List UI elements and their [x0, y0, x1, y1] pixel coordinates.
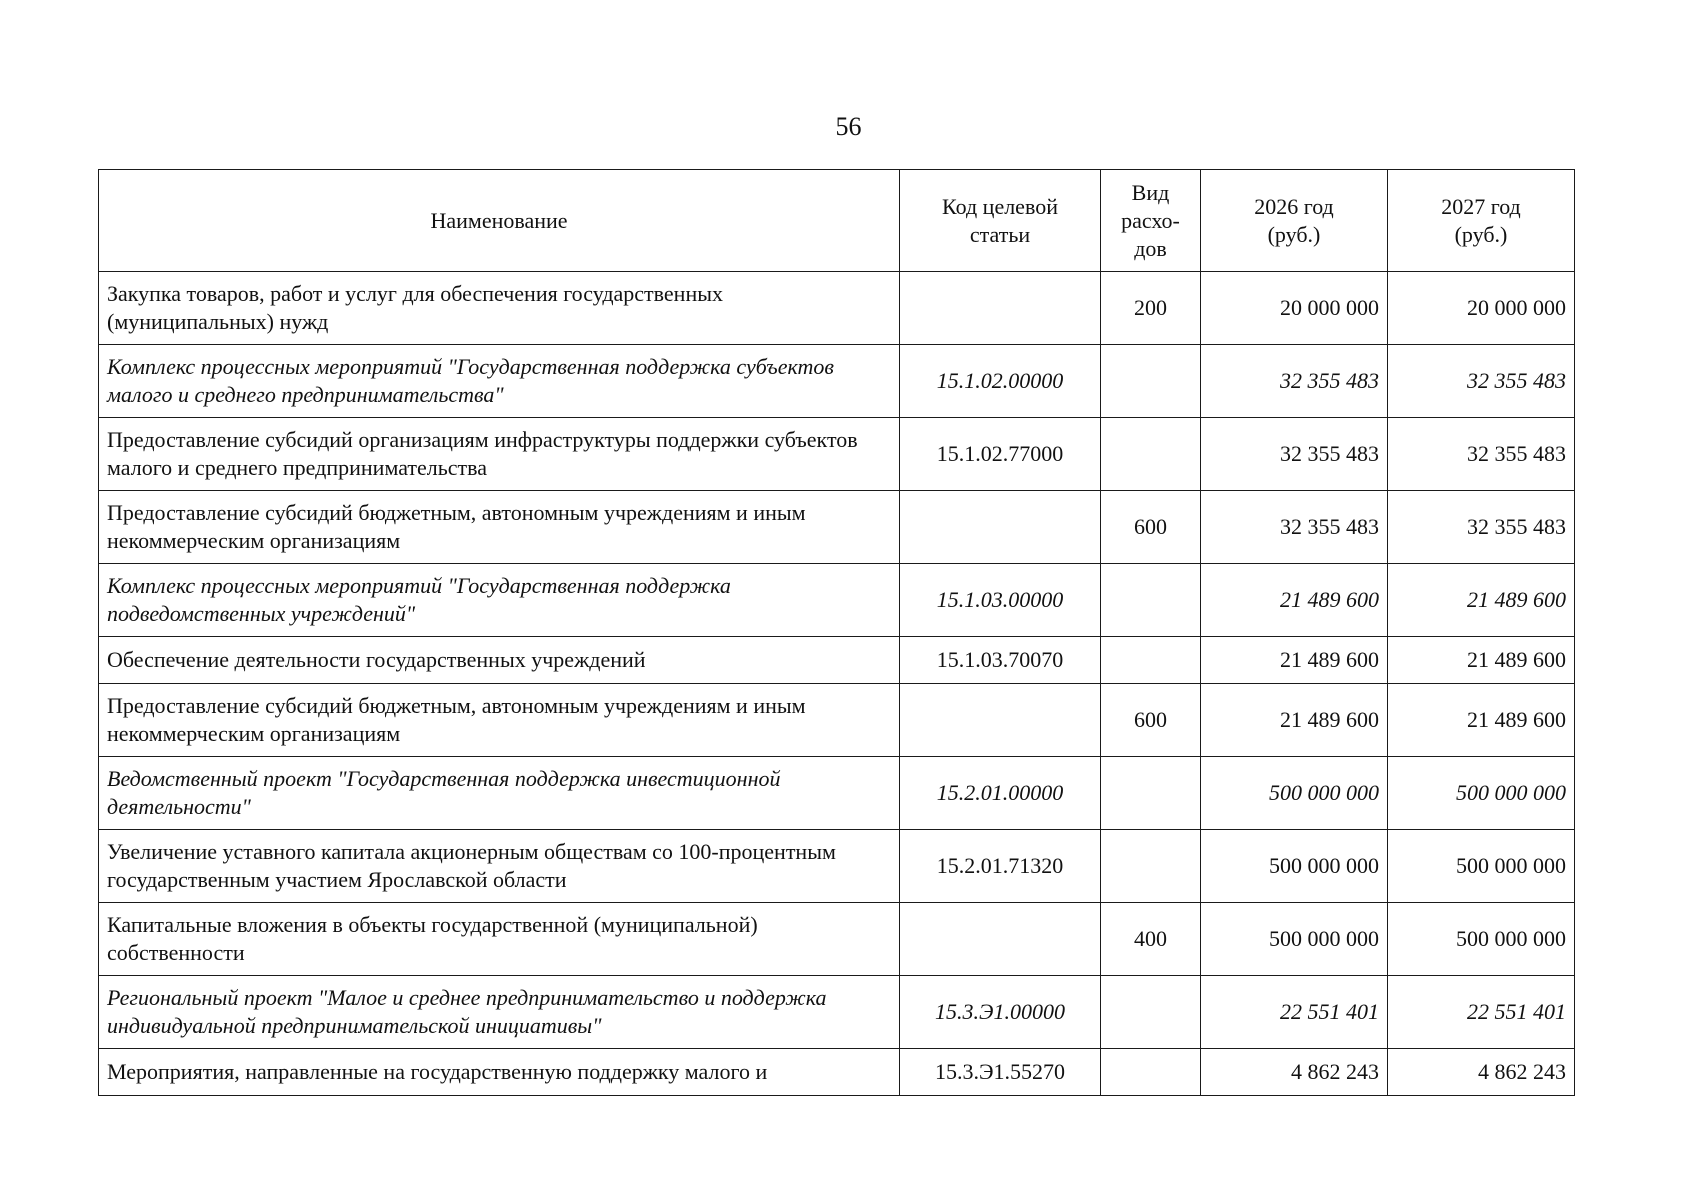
table-row: [99, 903, 1575, 976]
row-code-cell: [900, 272, 1101, 345]
row-code-cell: 15.3.Э1.55270: [900, 1049, 1101, 1096]
header-type: Вид расхо- дов: [1101, 170, 1201, 272]
row-2026-amount-cell: 21 489 600: [1201, 637, 1388, 684]
row-2026-amount-cell: 500 000 000: [1201, 903, 1388, 976]
table-row: [99, 564, 1575, 637]
row-name-cell: Комплекс процессных мероприятий "Государственная поддержка подведомственных учреждений": [99, 564, 900, 637]
row-expense-type-cell: [1101, 418, 1201, 491]
row-2027-amount-cell: 500 000 000: [1388, 903, 1575, 976]
row-expense-type-cell: [1101, 637, 1201, 684]
row-expense-type-cell: [1101, 345, 1201, 418]
row-code-cell: 15.3.Э1.00000: [900, 976, 1101, 1049]
row-code-cell: 15.1.02.77000: [900, 418, 1101, 491]
table-row: [99, 1049, 1575, 1096]
row-2027-amount-cell: 500 000 000: [1388, 757, 1575, 830]
row-2027-amount-cell: 21 489 600: [1388, 684, 1575, 757]
row-2027-amount-cell: 32 355 483: [1388, 491, 1575, 564]
row-2027-amount-cell: 32 355 483: [1388, 345, 1575, 418]
row-2027-amount-cell: 22 551 401: [1388, 976, 1575, 1049]
header-name: Наименование: [99, 170, 900, 272]
row-2026-amount-cell: 500 000 000: [1201, 757, 1388, 830]
row-2027-amount-cell: 20 000 000: [1388, 272, 1575, 345]
row-name-cell: Закупка товаров, работ и услуг для обеспечения государственных (муниципальных) нужд: [99, 272, 900, 345]
row-2027-amount-cell: 32 355 483: [1388, 418, 1575, 491]
row-2027-amount-cell: 21 489 600: [1388, 637, 1575, 684]
row-2026-amount-cell: 32 355 483: [1201, 491, 1388, 564]
row-expense-type-cell: [1101, 1049, 1201, 1096]
header-code: Код целевой статьи: [900, 170, 1101, 272]
row-code-cell: 15.1.03.00000: [900, 564, 1101, 637]
table-row: [99, 830, 1575, 903]
row-expense-type-cell: [1101, 564, 1201, 637]
table-row: [99, 345, 1575, 418]
row-2026-amount-cell: 20 000 000: [1201, 272, 1388, 345]
row-name-cell: Комплекс процессных мероприятий "Государственная поддержка субъектов малого и среднего предпринимательства": [99, 345, 900, 418]
row-expense-type-cell: 400: [1101, 903, 1201, 976]
header-year-2027: 2027 год (руб.): [1388, 170, 1575, 272]
row-expense-type-cell: 600: [1101, 491, 1201, 564]
row-name-cell: Предоставление субсидий организациям инфраструктуры поддержки субъектов малого и среднего предпринимательства: [99, 418, 900, 491]
row-code-cell: [900, 903, 1101, 976]
table-row: [99, 637, 1575, 684]
row-code-cell: [900, 684, 1101, 757]
table-row: [99, 976, 1575, 1049]
table-row: [99, 418, 1575, 491]
row-2026-amount-cell: 21 489 600: [1201, 564, 1388, 637]
row-2027-amount-cell: 21 489 600: [1388, 564, 1575, 637]
row-expense-type-cell: 600: [1101, 684, 1201, 757]
row-2026-amount-cell: 21 489 600: [1201, 684, 1388, 757]
row-2027-amount-cell: 4 862 243: [1388, 1049, 1575, 1096]
row-code-cell: 15.2.01.00000: [900, 757, 1101, 830]
row-2026-amount-cell: 22 551 401: [1201, 976, 1388, 1049]
row-code-cell: 15.1.02.00000: [900, 345, 1101, 418]
row-name-cell: Капитальные вложения в объекты государственной (муниципальной) собственности: [99, 903, 900, 976]
row-name-cell: Ведомственный проект "Государственная поддержка инвестиционной деятельности": [99, 757, 900, 830]
row-name-cell: Предоставление субсидий бюджетным, автономным учреждениям и иным некоммерческим организациям: [99, 491, 900, 564]
row-code-cell: 15.2.01.71320: [900, 830, 1101, 903]
header-year-2026: 2026 год (руб.): [1201, 170, 1388, 272]
page-number: 56: [835, 112, 862, 141]
row-name-cell: Обеспечение деятельности государственных учреждений: [99, 637, 900, 684]
row-name-cell: Мероприятия, направленные на государственную поддержку малого и: [99, 1049, 900, 1096]
table-body: [99, 272, 1575, 1096]
row-code-cell: [900, 491, 1101, 564]
row-name-cell: Предоставление субсидий бюджетным, автономным учреждениям и иным некоммерческим организациям: [99, 684, 900, 757]
row-2026-amount-cell: 32 355 483: [1201, 345, 1388, 418]
row-2026-amount-cell: 32 355 483: [1201, 418, 1388, 491]
row-name-cell: Региональный проект "Малое и среднее предпринимательство и поддержка индивидуальной предпринимательской инициативы": [99, 976, 900, 1049]
row-name-cell: Увеличение уставного капитала акционерным обществам со 100-процентным государственным участием Ярославской области: [99, 830, 900, 903]
table-row: [99, 491, 1575, 564]
table-row: [99, 684, 1575, 757]
row-expense-type-cell: [1101, 830, 1201, 903]
row-2026-amount-cell: 500 000 000: [1201, 830, 1388, 903]
row-expense-type-cell: 200: [1101, 272, 1201, 345]
row-expense-type-cell: [1101, 976, 1201, 1049]
row-code-cell: 15.1.03.70070: [900, 637, 1101, 684]
table-header-row: [99, 170, 1575, 272]
row-expense-type-cell: [1101, 757, 1201, 830]
row-2026-amount-cell: 4 862 243: [1201, 1049, 1388, 1096]
table-row: [99, 757, 1575, 830]
budget-table: [98, 169, 1575, 1096]
table-row: [99, 272, 1575, 345]
row-2027-amount-cell: 500 000 000: [1388, 830, 1575, 903]
